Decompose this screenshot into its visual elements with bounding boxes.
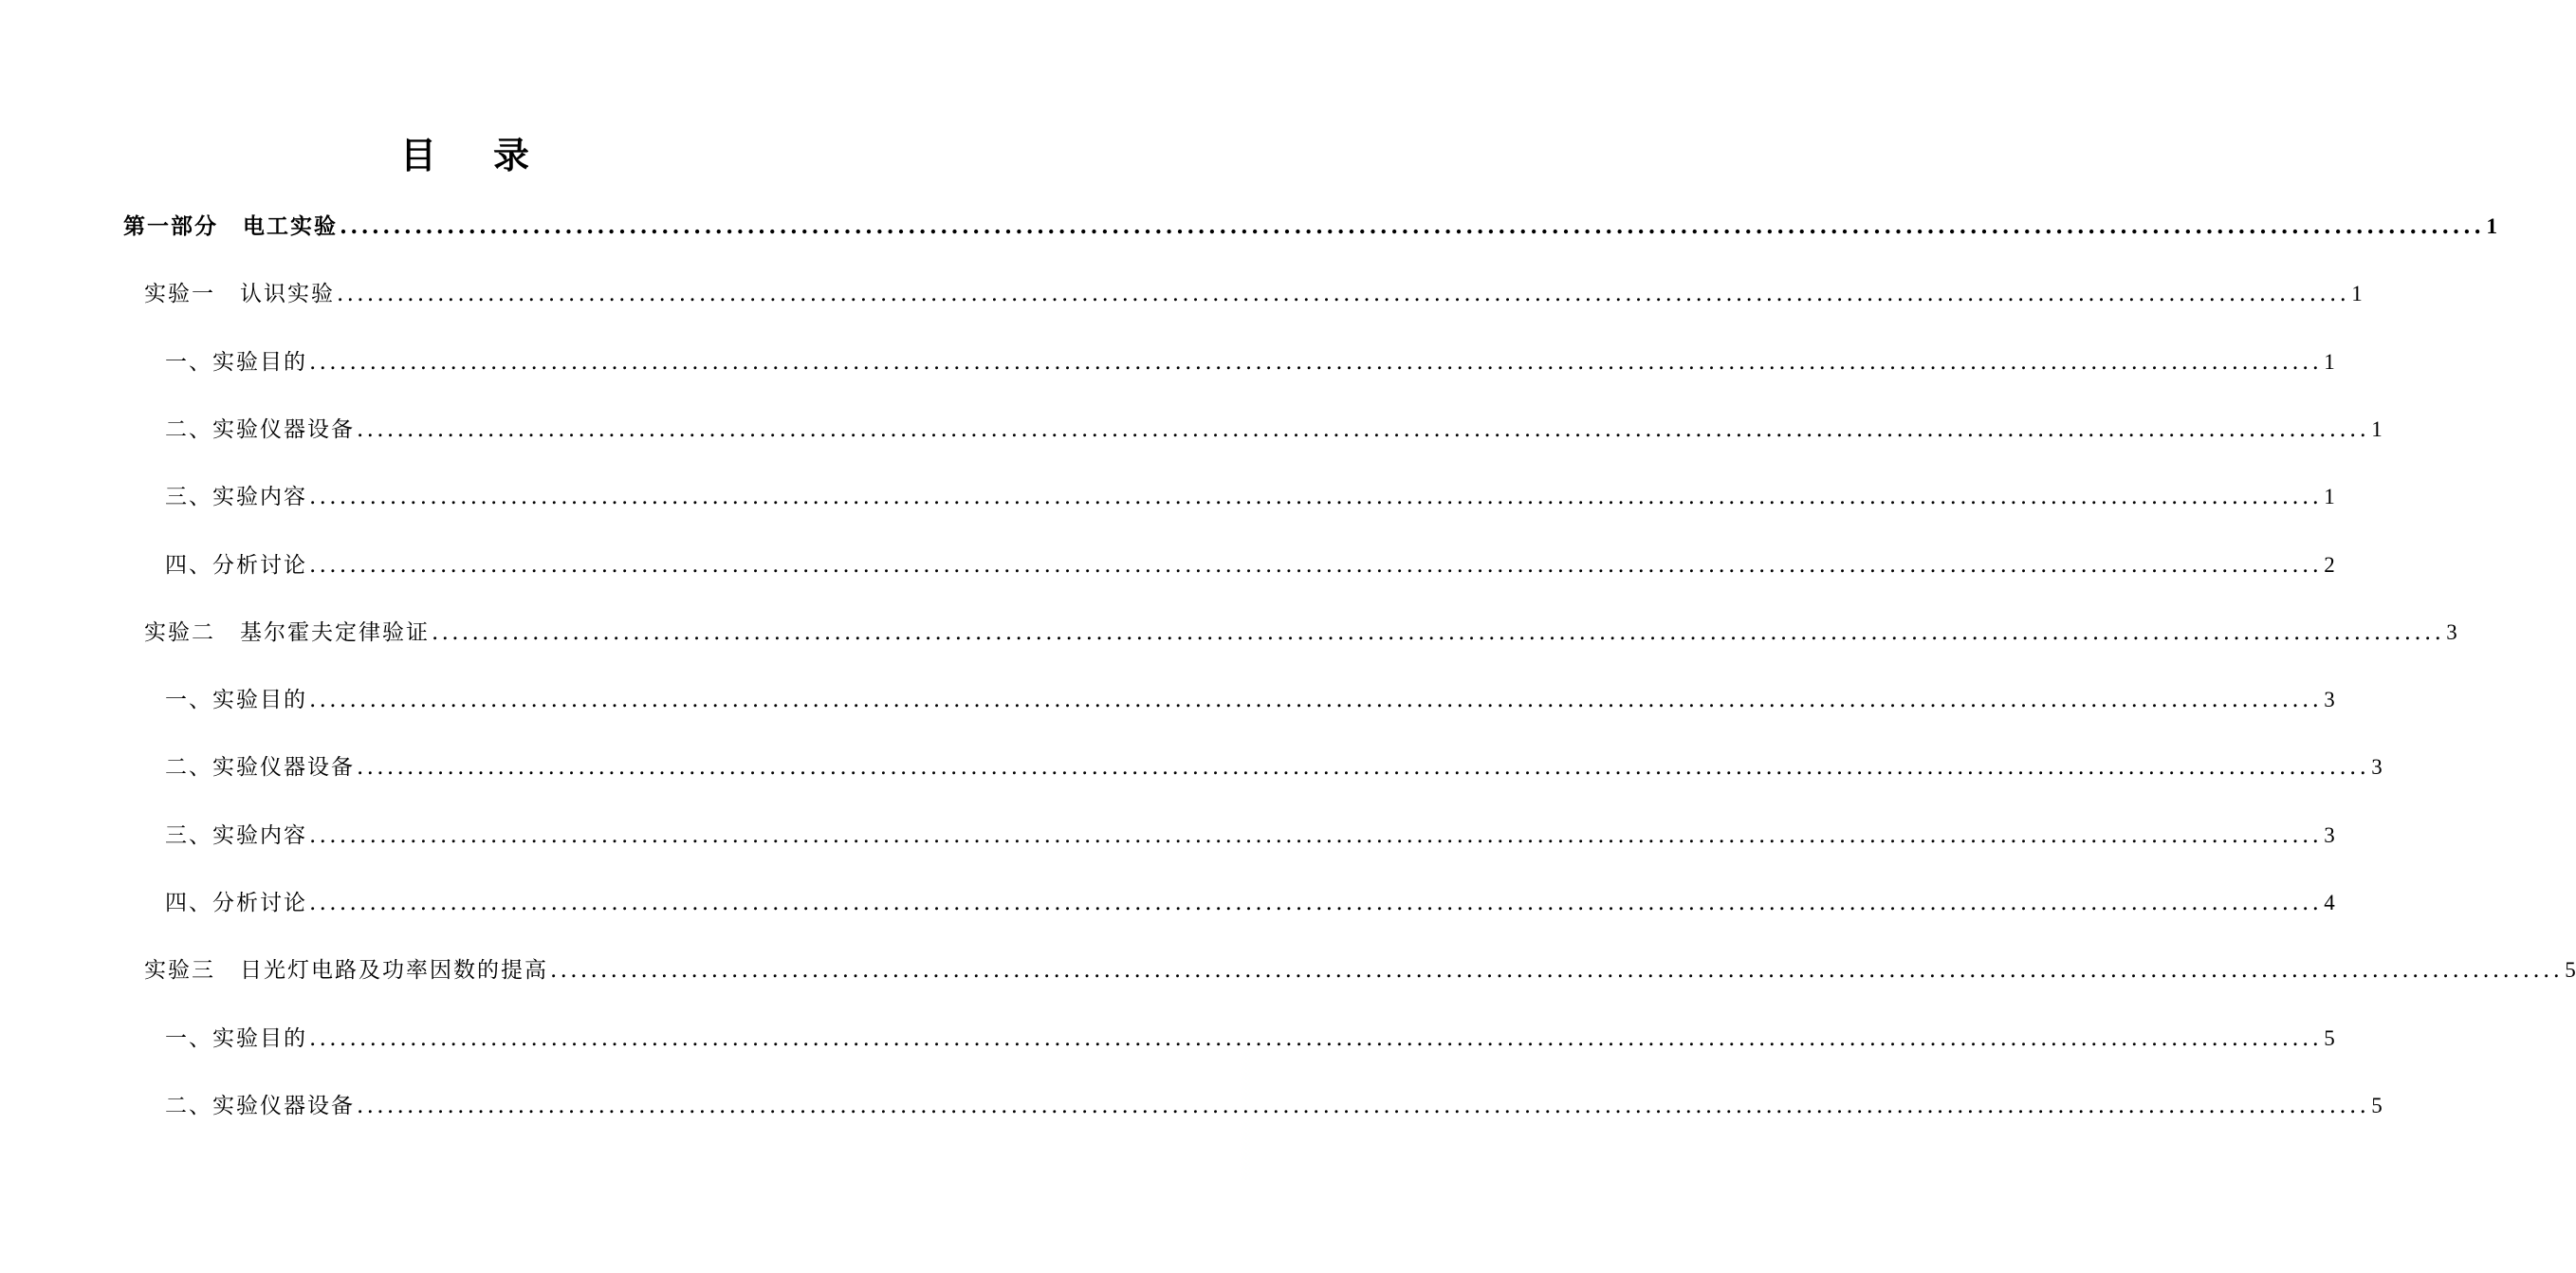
toc-dot-leader: ........................................................................................................................................................................................................ [432, 619, 2445, 645]
toc-entry-title: 二、实验仪器设备 [165, 755, 355, 781]
toc-dot-leader: ........................................................................................................................................................................................................ [357, 416, 2370, 442]
toc-title-char-2: 录 [493, 134, 530, 176]
toc-entry-title: 四、分析讨论 [165, 552, 307, 578]
toc-title [0, 133, 929, 178]
toc-entry-page-number: 2 [2324, 552, 2335, 577]
toc-entry-text [144, 618, 430, 647]
toc-entry[interactable] [165, 406, 2383, 444]
toc-entry-title: 三、实验内容 [165, 822, 307, 848]
toc-entry-page-number: 1 [2486, 214, 2497, 238]
toc-entry-page-number: 5 [2371, 1093, 2383, 1117]
toc-entry-page-number: 1 [2351, 282, 2363, 306]
toc-entry-label: 第一部分 [123, 213, 218, 239]
toc-dot-leader: ........................................................................................................................................................................................................ [309, 891, 2323, 915]
toc-title-char-1: 目 [399, 134, 436, 176]
toc-entry[interactable] [165, 812, 2335, 850]
toc-dot-leader: ........................................................................................................................................................................................................ [309, 1025, 2323, 1051]
toc-entry-text [165, 348, 307, 377]
toc-entry-title: 基尔霍夫定律验证 [240, 619, 430, 645]
toc-entry[interactable] [165, 879, 2335, 917]
toc-entry-page-number: 3 [2324, 688, 2335, 712]
toc-dot-leader: ........................................................................................................................................................................................................ [309, 485, 2323, 510]
toc-entry-text [165, 821, 307, 850]
toc-entry-title: 一、实验目的 [165, 349, 307, 375]
toc-entry[interactable] [165, 542, 2335, 580]
toc-entry-title: 认识实验 [240, 282, 335, 307]
toc-dot-leader: ........................................................................................................................................................................................................ [357, 1093, 2370, 1118]
toc-entry-text [165, 686, 307, 714]
toc-entry[interactable] [165, 1082, 2383, 1120]
toc-entry-text [123, 212, 338, 241]
toc-entry-page-number: 3 [2324, 822, 2335, 847]
toc-entry-title: 一、实验目的 [165, 1025, 307, 1051]
toc-entry-page-number: 1 [2371, 416, 2383, 441]
toc-entry-text [165, 889, 307, 917]
toc-entry-text [144, 956, 548, 985]
toc-entry-text [165, 1092, 355, 1120]
toc-entry-title: 一、实验目的 [165, 688, 307, 713]
toc-dot-leader: ........................................................................................................................................................................................................ [309, 822, 2323, 848]
toc-entry-title: 日光灯电路及功率因数的提高 [240, 958, 548, 984]
toc-entry-page-number: 3 [2371, 755, 2383, 780]
toc-dot-leader: ........................................................................................................................................................................................................ [357, 755, 2370, 781]
toc-entry-page-number: 5 [2324, 1025, 2335, 1050]
toc-entry-text [165, 753, 355, 782]
toc-dot-leader: ........................................................................................................................................................................................................ [550, 958, 2564, 984]
toc-entry-label: 实验二 [144, 619, 215, 645]
toc-entry-title: 二、实验仪器设备 [165, 1093, 355, 1118]
toc-entry-page-number: 3 [2446, 619, 2457, 644]
toc-entry-title: 电工实验 [243, 213, 338, 239]
toc-entry[interactable] [165, 473, 2335, 511]
toc-entry[interactable] [144, 270, 2363, 308]
toc-entry-text [144, 280, 335, 308]
toc-entry[interactable] [144, 609, 2457, 647]
toc-dot-leader: ........................................................................................................................................................................................................ [309, 688, 2323, 713]
toc-entry-page-number: 4 [2324, 891, 2335, 914]
toc-entry[interactable] [165, 339, 2335, 377]
toc-entry-title: 二、实验仪器设备 [165, 416, 355, 442]
toc-entry-text [165, 415, 355, 444]
toc-entry[interactable] [144, 947, 2576, 985]
toc-entry-page-number: 1 [2324, 485, 2335, 509]
toc-dot-leader: ........................................................................................................................................................................................................ [309, 552, 2323, 578]
toc-entry-text [165, 551, 307, 580]
toc-dot-leader: ........................................................................................................................................................................................................ [309, 349, 2323, 375]
toc-entry-text [165, 483, 307, 511]
toc-entry-label: 实验三 [144, 958, 215, 984]
toc-entry[interactable] [165, 1015, 2335, 1053]
toc-entry[interactable] [123, 203, 2497, 241]
toc-entry-text [165, 1024, 307, 1053]
toc-entry-label: 实验一 [144, 282, 215, 307]
toc-dot-leader: ........................................................................................................................................................................................................ [340, 213, 2485, 239]
toc-entry[interactable] [165, 744, 2383, 782]
toc-entry-title: 四、分析讨论 [165, 891, 307, 915]
toc-entry-page-number: 5 [2565, 958, 2576, 983]
toc-entry-title: 三、实验内容 [165, 485, 307, 510]
toc-dot-leader: ........................................................................................................................................................................................................ [337, 282, 2350, 307]
toc-entry-page-number: 1 [2324, 349, 2335, 374]
toc-entry[interactable] [165, 676, 2335, 714]
